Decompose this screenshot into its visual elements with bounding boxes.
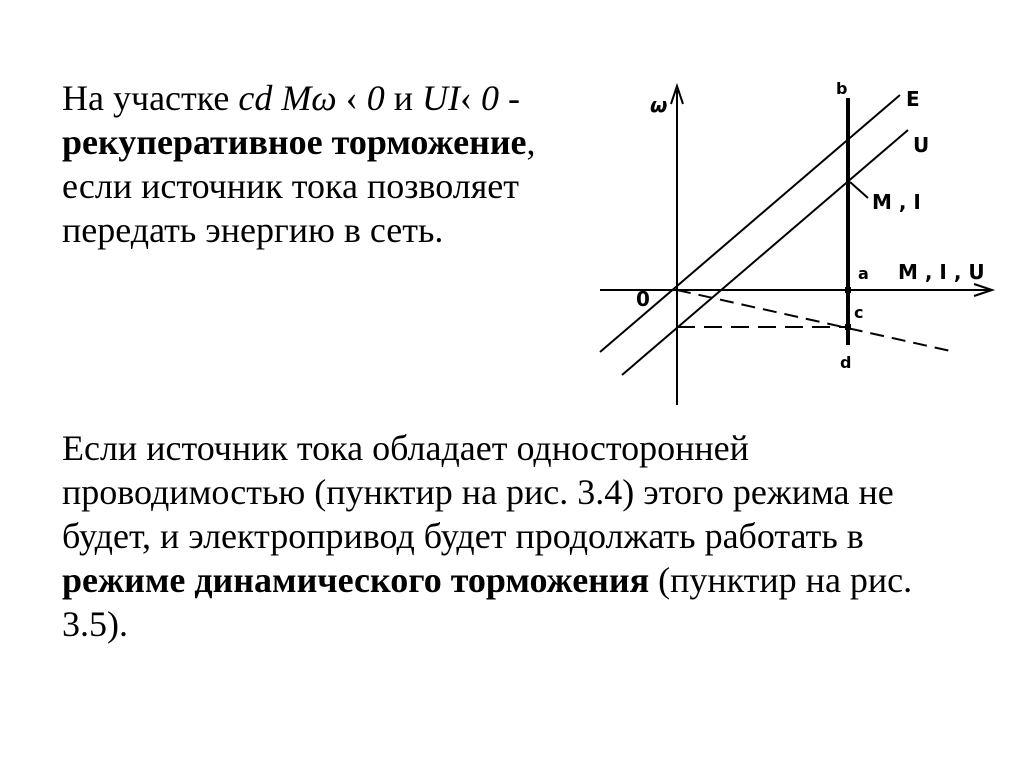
- line-U: [622, 130, 908, 375]
- dashed-characteristic: [677, 290, 955, 352]
- text-run-italic: 0: [481, 78, 499, 118]
- text-run-bold: режиме динамического торможения: [62, 560, 650, 600]
- text-run-italic: UI: [422, 78, 460, 118]
- text-run: (пунктир на рис. 3.5).: [62, 560, 913, 644]
- label-d: d: [840, 353, 852, 372]
- text-run: На участке: [62, 78, 239, 118]
- label-c: c: [854, 303, 864, 322]
- text-run: и: [384, 78, 422, 118]
- text-run: ‹: [460, 78, 481, 118]
- label-E: E: [906, 87, 920, 111]
- point-c: [845, 324, 851, 330]
- point-a: [845, 287, 851, 293]
- text-run: -: [499, 78, 520, 118]
- label-axis: M , I , U: [898, 260, 985, 284]
- label-origin: 0: [636, 287, 650, 311]
- text-run-bold: рекуперативное торможение: [62, 122, 527, 162]
- text-run: , если источник тока позволяет передать энергию в сеть.: [62, 122, 536, 250]
- label-a: a: [858, 264, 869, 283]
- label-MI: M , I: [872, 190, 921, 214]
- label-omega: ω: [650, 93, 668, 117]
- text-run: Если источник тока обладает односторонней проводимостью (пунктир на рис. 3.4) этого режима не будет, и электропривод будет продолжать работать в: [62, 428, 894, 556]
- text-run: ‹: [336, 78, 367, 118]
- text-run-italic: 0: [366, 78, 385, 118]
- text-run-italic: cd Mω: [238, 78, 337, 118]
- label-U: U: [913, 133, 930, 157]
- label-b: b: [836, 79, 848, 98]
- leader-MI: [850, 182, 868, 198]
